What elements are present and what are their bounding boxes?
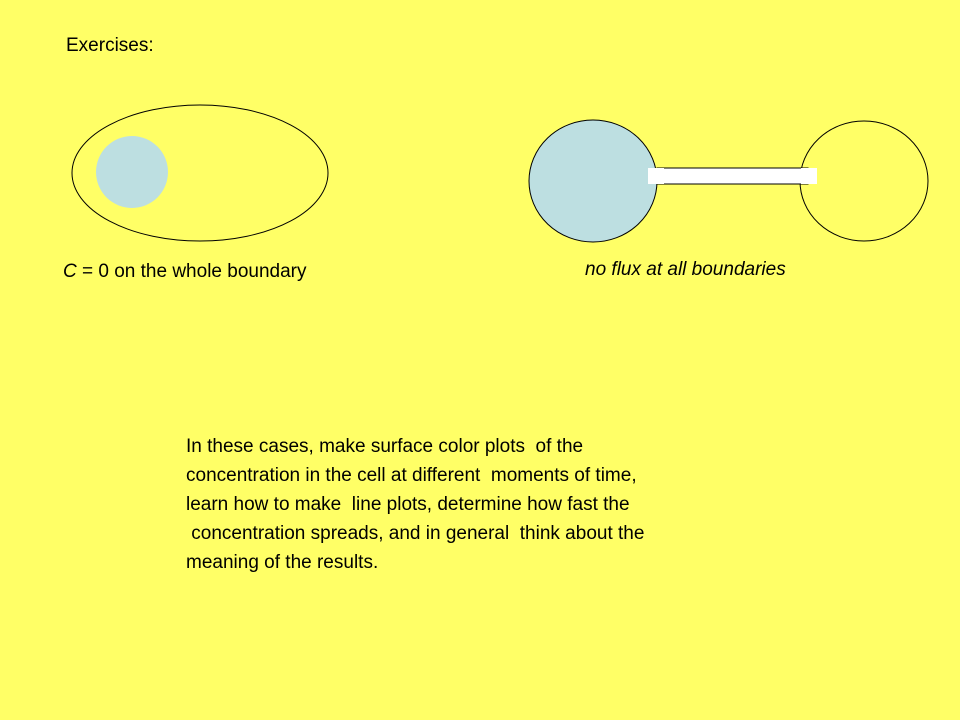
instruction-line: learn how to make line plots, determine how fast the [186, 494, 630, 515]
caption-left-variable: C [63, 261, 77, 282]
channel-end-left [648, 168, 664, 184]
instruction-line: concentration spreads, and in general think about the [186, 523, 645, 544]
caption-left-text: = 0 on the whole boundary [76, 261, 307, 282]
instruction-line: meaning of the results. [186, 552, 379, 573]
caption-right: no flux at all boundaries [585, 259, 786, 280]
inner-blue-disc [96, 136, 168, 208]
connecting-channel [657, 168, 808, 184]
left-cell-blue [529, 120, 657, 242]
exercise-instructions [186, 432, 806, 577]
channel-end-right [801, 168, 817, 184]
slide-title: Exercises: [66, 35, 154, 56]
caption-left [63, 261, 307, 283]
instruction-line: In these cases, make surface color plots of the [186, 436, 584, 457]
right-diagram [529, 120, 928, 242]
left-diagram [72, 105, 328, 241]
instruction-line: concentration in the cell at different moments of time, [186, 465, 637, 486]
right-cell [800, 121, 928, 241]
